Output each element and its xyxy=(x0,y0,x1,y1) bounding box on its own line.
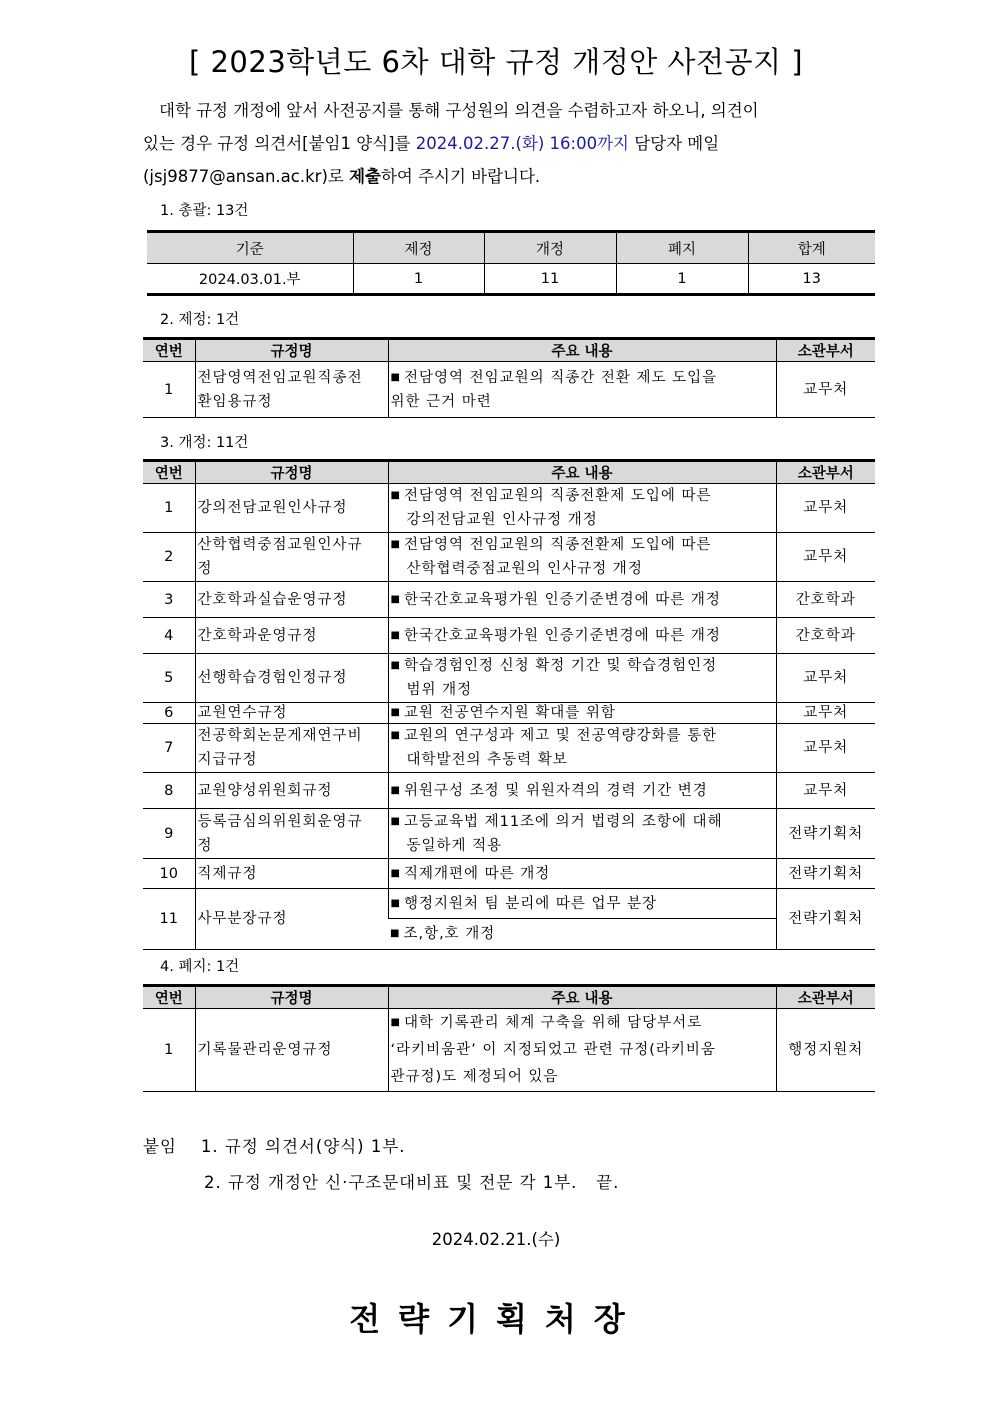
content-line: 대학발전의 추동력 확보 xyxy=(406,752,568,768)
department: 간호학과 xyxy=(776,582,875,618)
department: 전략기획처 xyxy=(776,859,875,889)
content-line: 강의전담교원 인사규정 개정 xyxy=(406,512,598,528)
intro-line-2 xyxy=(143,127,863,160)
bullet-icon: ■ xyxy=(390,897,401,909)
table-row xyxy=(143,859,875,889)
name-line: 환임용규정 xyxy=(197,393,273,410)
bullet-icon: ■ xyxy=(390,629,401,641)
content-line: 학습경험인정 신청 확정 기간 및 학습경험인정 xyxy=(403,658,718,674)
page-title: [ 2023학년도 6차 대학 규정 개정안 사전공지 ] xyxy=(188,45,804,79)
content-line: 고등교육법 제11조에 의거 법령의 조항에 대해 xyxy=(403,813,723,830)
header-name: 규정명 xyxy=(195,461,388,484)
name-line: 정 xyxy=(197,837,213,854)
signature: 전략기획처장 xyxy=(349,1300,643,1338)
attachment-line-1 xyxy=(143,1133,406,1157)
regulation-name: 간호학과운영규정 xyxy=(195,618,388,654)
table-row xyxy=(143,484,875,533)
basis-date: 2024.03.01.부 xyxy=(147,264,353,295)
email-link[interactable]: (jsj9877@ansan.ac.kr)로 xyxy=(143,167,350,186)
bullet-icon: ■ xyxy=(390,539,401,550)
table-row xyxy=(143,582,875,618)
content-line: 조,항,호 개정 xyxy=(403,926,496,942)
row-no: 4 xyxy=(143,618,195,654)
content-line: 범위 개정 xyxy=(406,682,473,698)
main-content xyxy=(388,703,776,724)
enactment-heading: 2. 제정: 1건 xyxy=(160,312,240,328)
table-row xyxy=(143,724,875,773)
content-line: 전담영역 전임교원의 직종간 전환 제도 도입을 xyxy=(403,369,718,386)
regulation-name xyxy=(195,533,388,582)
regulation-name: 교원연수규정 xyxy=(195,703,388,724)
main-content xyxy=(388,362,776,418)
enactment-count: 1 xyxy=(353,264,484,295)
main-content xyxy=(388,618,776,654)
total-count: 13 xyxy=(748,264,875,295)
content-line: 관규정)도 제정되어 있음 xyxy=(390,1069,559,1085)
intro-line-3 xyxy=(143,160,863,193)
bullet-icon: ■ xyxy=(390,867,401,879)
header-abolition: 폐지 xyxy=(616,232,748,264)
name-line: 지급규정 xyxy=(197,752,258,768)
intro-line-1: 대학 규정 개정에 앞서 사전공지를 통해 구성원의 의견을 수렴하고자 하오니, 의견이 xyxy=(159,101,759,120)
regulation-name xyxy=(195,362,388,418)
row-no: 1 xyxy=(143,484,195,533)
summary-table xyxy=(147,230,875,296)
name-line: 전담영역전임교원직종전 xyxy=(197,369,363,386)
bullet-icon: ■ xyxy=(390,815,401,827)
header-total: 합계 xyxy=(748,232,875,264)
department: 교무처 xyxy=(776,484,875,533)
content-line: 위원구성 조정 및 위원자격의 경력 기간 변경 xyxy=(403,782,708,799)
submit-emphasis: 제출 xyxy=(349,167,381,186)
regulation-name: 선행학습경험인정규정 xyxy=(195,654,388,703)
row-no: 1 xyxy=(143,1009,195,1092)
bullet-icon: ■ xyxy=(390,371,401,383)
row-no: 1 xyxy=(143,362,195,418)
header-no: 연번 xyxy=(143,339,195,362)
header-enactment: 제정 xyxy=(353,232,484,264)
regulation-name: 기록물관리운영규정 xyxy=(195,1009,388,1092)
regulation-name: 직제규정 xyxy=(195,859,388,889)
department: 교무처 xyxy=(776,654,875,703)
content-line: 한국간호교육평가원 인증기준변경에 따른 개정 xyxy=(403,591,721,608)
header-content: 주요 내용 xyxy=(388,339,776,362)
enactment-table xyxy=(143,337,875,418)
row-no: 11 xyxy=(143,889,195,950)
name-line: 정 xyxy=(197,561,213,577)
amendment-table xyxy=(143,459,875,950)
row-no: 8 xyxy=(143,773,195,809)
department: 교무처 xyxy=(776,533,875,582)
table-header-row xyxy=(143,461,875,484)
content-line: 교원의 연구성과 제고 및 전공역량강화를 통한 xyxy=(403,728,718,744)
name-line: 산학협력중점교원인사규 xyxy=(197,537,363,553)
content-line: 교원 전공연수지원 확대를 위함 xyxy=(403,705,616,721)
attachment-label: 붙임 xyxy=(143,1137,177,1156)
main-content xyxy=(388,724,776,773)
header-dept: 소관부서 xyxy=(776,339,875,362)
row-no: 6 xyxy=(143,703,195,724)
name-line: 등록금심의위원회운영규 xyxy=(197,813,363,830)
department: 교무처 xyxy=(776,773,875,809)
header-content: 주요 내용 xyxy=(388,461,776,484)
department: 교무처 xyxy=(776,724,875,773)
content-line: 직제개편에 따른 개정 xyxy=(403,865,551,882)
abolition-table xyxy=(143,984,875,1092)
content-line: ‘라키비움관’ 이 지정되었고 관련 규정(라키비움 xyxy=(390,1042,716,1058)
main-content xyxy=(388,484,776,533)
summary-row xyxy=(147,264,875,295)
table-row xyxy=(143,654,875,703)
row-no: 2 xyxy=(143,533,195,582)
table-row xyxy=(143,809,875,859)
table-row xyxy=(143,618,875,654)
table-row xyxy=(143,703,875,724)
content-line: 대학 기록관리 체계 구축을 위해 담당부서로 xyxy=(403,1015,703,1031)
abolition-count: 1 xyxy=(616,264,748,295)
table-row xyxy=(143,889,875,919)
main-content xyxy=(388,919,776,950)
department: 교무처 xyxy=(776,362,875,418)
header-content: 주요 내용 xyxy=(388,986,776,1009)
row-no: 10 xyxy=(143,859,195,889)
main-content xyxy=(388,533,776,582)
main-content xyxy=(388,1009,776,1092)
department: 간호학과 xyxy=(776,618,875,654)
header-no: 연번 xyxy=(143,461,195,484)
table-header-row xyxy=(143,986,875,1009)
main-content xyxy=(388,859,776,889)
content-line: 한국간호교육평가원 인증기준변경에 따른 개정 xyxy=(403,627,721,644)
table-row xyxy=(143,362,875,418)
department: 행정지원처 xyxy=(776,1009,875,1092)
table-header-row xyxy=(143,339,875,362)
header-amendment: 개정 xyxy=(484,232,616,264)
main-content xyxy=(388,773,776,809)
name-line: 전공학회논문게재연구비 xyxy=(197,728,363,744)
document-date: 2024.02.21.(수) xyxy=(431,1230,561,1249)
row-no: 9 xyxy=(143,809,195,859)
bullet-icon: ■ xyxy=(390,730,401,741)
bullet-icon: ■ xyxy=(390,1017,401,1028)
bullet-icon: ■ xyxy=(390,707,401,718)
summary-heading: 1. 총괄: 13건 xyxy=(160,203,249,219)
main-content xyxy=(388,582,776,618)
header-no: 연번 xyxy=(143,986,195,1009)
header-dept: 소관부서 xyxy=(776,986,875,1009)
regulation-name: 교원양성위원회규정 xyxy=(195,773,388,809)
bullet-icon: ■ xyxy=(390,490,401,501)
row-no: 5 xyxy=(143,654,195,703)
department: 전략기획처 xyxy=(776,809,875,859)
bullet-icon: ■ xyxy=(390,784,401,796)
main-content xyxy=(388,809,776,859)
intro-text: 담당자 메일 xyxy=(628,134,720,153)
content-line: 산학협력중점교원의 인사규정 개정 xyxy=(406,561,643,577)
amendment-heading: 3. 개정: 11건 xyxy=(160,435,249,451)
department: 전략기획처 xyxy=(776,889,875,950)
row-no: 3 xyxy=(143,582,195,618)
summary-header-row xyxy=(147,232,875,264)
table-row xyxy=(143,773,875,809)
header-basis: 기준 xyxy=(147,232,353,264)
main-content xyxy=(388,889,776,919)
attachment-item-2: 2. 규정 개정안 신·구조문대비표 및 전문 각 1부. 끝. xyxy=(204,1173,620,1192)
bullet-icon: ■ xyxy=(390,928,401,939)
regulation-name xyxy=(195,809,388,859)
header-name: 규정명 xyxy=(195,986,388,1009)
intro-paragraph xyxy=(143,94,863,193)
content-line: 동일하게 적용 xyxy=(406,837,503,854)
content-line: 위한 근거 마련 xyxy=(390,393,492,410)
department: 교무처 xyxy=(776,703,875,724)
main-content xyxy=(388,654,776,703)
content-line: 전담영역 전임교원의 직종전환제 도입에 따른 xyxy=(403,488,712,504)
bullet-icon: ■ xyxy=(390,660,401,671)
regulation-name: 간호학과실습운영규정 xyxy=(195,582,388,618)
regulation-name xyxy=(195,724,388,773)
deadline-text: 2024.02.27.(화) 16:00까지 xyxy=(415,134,629,153)
content-line: 전담영역 전임교원의 직종전환제 도입에 따른 xyxy=(403,537,712,553)
intro-text: 있는 경우 규정 의견서[붙임1 양식]를 xyxy=(143,134,416,153)
table-row xyxy=(143,1009,875,1092)
regulation-name: 사무분장규정 xyxy=(195,889,388,950)
row-no: 7 xyxy=(143,724,195,773)
bullet-icon: ■ xyxy=(390,593,401,605)
attachment-item-1: 1. 규정 의견서(양식) 1부. xyxy=(200,1137,406,1156)
table-row xyxy=(143,533,875,582)
header-dept: 소관부서 xyxy=(776,461,875,484)
abolition-heading: 4. 폐지: 1건 xyxy=(160,959,240,975)
regulation-name: 강의전담교원인사규정 xyxy=(195,484,388,533)
header-name: 규정명 xyxy=(195,339,388,362)
content-line: 행정지원처 팀 분리에 따른 업무 분장 xyxy=(403,895,658,912)
amendment-count: 11 xyxy=(484,264,616,295)
intro-text: 하여 주시기 바랍니다. xyxy=(380,167,541,186)
